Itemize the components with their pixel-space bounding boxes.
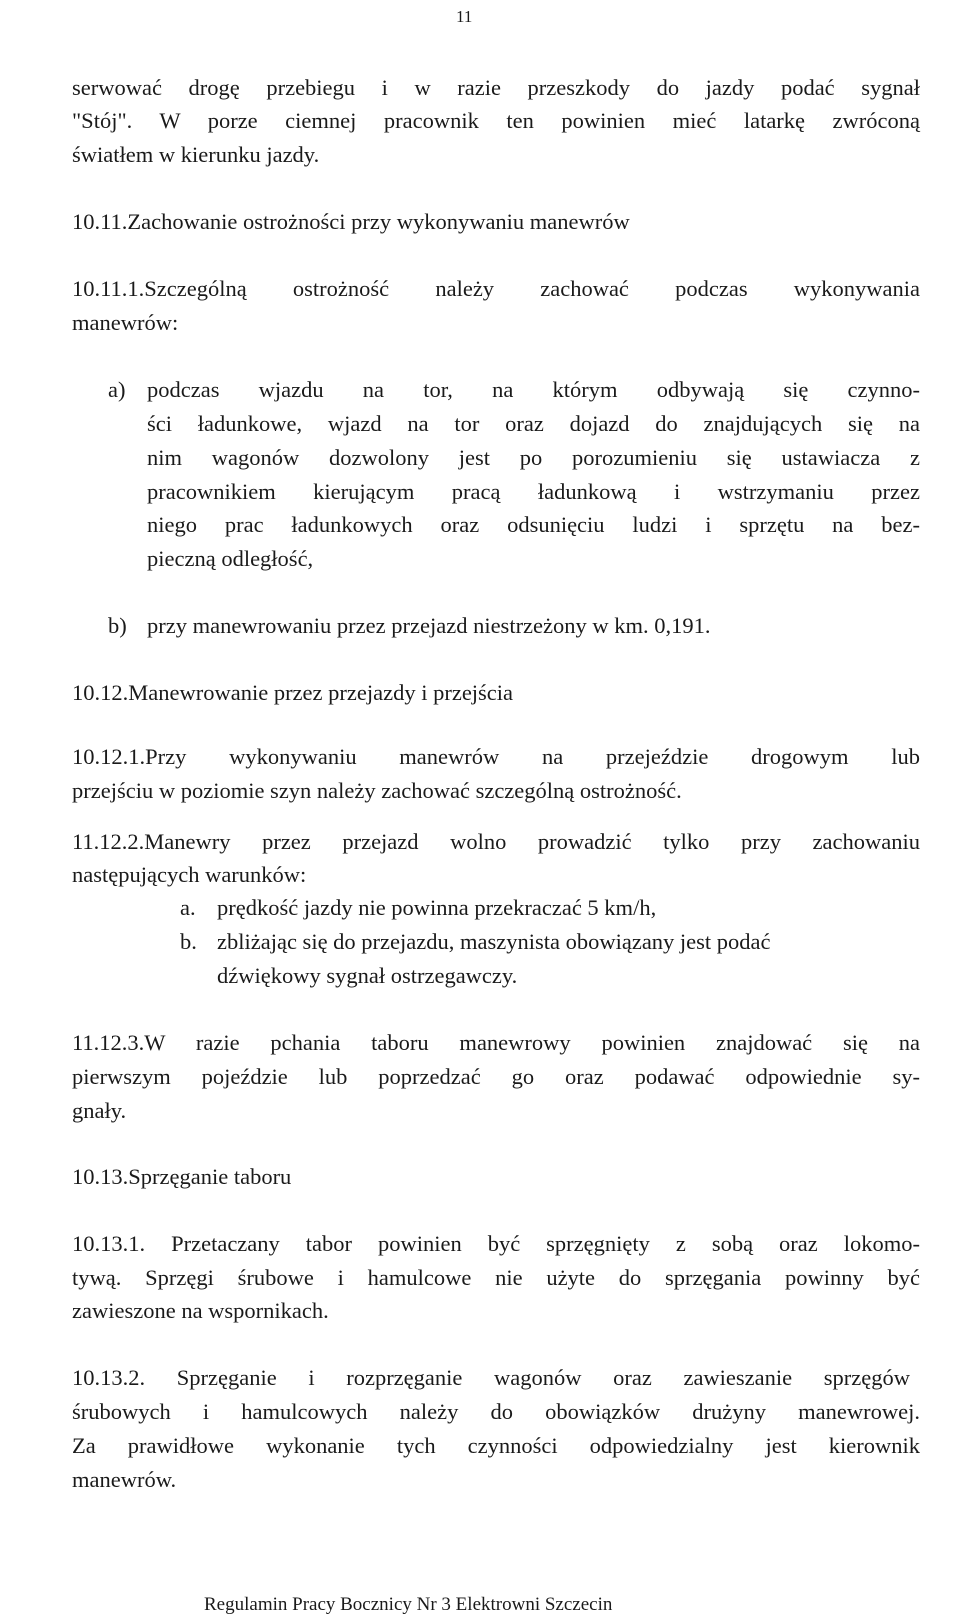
list-marker: a) <box>108 377 126 402</box>
text-line: światłem w kierunku jazdy. <box>72 142 320 167</box>
list-marker: b) <box>108 613 127 638</box>
list-marker: b. <box>180 929 197 954</box>
page-number: 11 <box>456 7 473 26</box>
list-item-line: dźwiękowy sygnał ostrzegawczy. <box>217 963 518 988</box>
section-heading: 10.12.Manewrowanie przez przejazdy i przejścia <box>72 680 514 705</box>
list-marker: a. <box>180 895 196 920</box>
list-item-line: przy manewrowaniu przez przejazd niestrzeżony w km. 0,191. <box>147 613 711 638</box>
list-item-line: nim wagonów dozwolony jest po porozumieniu się ustawiacza z <box>147 445 920 470</box>
text-line: następujących warunków: <box>72 862 307 887</box>
text-line: manewrów: <box>72 310 179 335</box>
list-item-line: zbliżając się do przejazdu, maszynista obowiązany jest podać <box>217 929 771 954</box>
text-line: gnały. <box>72 1098 127 1123</box>
text-line: Za prawidłowe wykonanie tych czynności odpowiedzialny jest kierownik <box>72 1433 920 1458</box>
text-line: serwować drogę przebiegu i w razie przeszkody do jazdy podać sygnał <box>72 75 920 100</box>
text-line: 10.13.2. Sprzęganie i rozprzęganie wagonów oraz zawieszanie sprzęgów <box>72 1365 910 1390</box>
text-line: 10.12.1.Przy wykonywaniu manewrów na przejeździe drogowym lub <box>72 744 920 769</box>
text-line: zawieszone na wspornikach. <box>72 1298 329 1323</box>
text-line: 11.12.3.W razie pchania taboru manewrowy powinien znajdować się na <box>72 1030 920 1055</box>
text-line: tywą. Sprzęgi śrubowe i hamulcowe nie użyte do sprzęgania powinny być <box>72 1265 920 1290</box>
text-line: manewrów. <box>72 1467 177 1492</box>
list-item-line: niego prac ładunkowych oraz odsunięciu ludzi i sprzętu na bez- <box>147 512 920 537</box>
text-line: śrubowych i hamulcowych należy do obowiązków drużyny manewrowej. <box>72 1399 920 1424</box>
section-heading: 10.13.Sprzęganie taboru <box>72 1164 292 1189</box>
text-line: 10.13.1. Przetaczany tabor powinien być sprzęgnięty z sobą oraz lokomo- <box>72 1231 920 1256</box>
list-item-line: ści ładunkowe, wjazd na tor oraz dojazd do znajdujących się na <box>147 411 920 436</box>
text-line: "Stój". W porze ciemnej pracownik ten powinien mieć latarkę zwróconą <box>72 108 920 133</box>
list-item-line: pieczną odległość, <box>147 546 314 571</box>
text-line: przejściu w poziomie szyn należy zachować szczególną ostrożność. <box>72 778 682 803</box>
text-line: pierwszym pojeździe lub poprzedzać go oraz podawać odpowiednie sy- <box>72 1064 920 1089</box>
text-line: 10.11.1.Szczególną ostrożność należy zachować podczas wykonywania <box>72 276 920 301</box>
section-heading: 10.11.Zachowanie ostrożności przy wykonywaniu manewrów <box>72 209 630 234</box>
list-item-line: podczas wjazdu na tor, na którym odbywają się czynno- <box>147 377 920 402</box>
text-line: 11.12.2.Manewry przez przejazd wolno prowadzić tylko przy zachowaniu <box>72 829 920 854</box>
list-item-line: pracownikiem kierującym pracą ładunkową i wstrzymaniu przez <box>147 479 920 504</box>
page-footer: Regulamin Pracy Bocznicy Nr 3 Elektrowni Szczecin <box>204 1594 613 1615</box>
list-item-line: prędkość jazdy nie powinna przekraczać 5 km/h, <box>217 895 657 920</box>
